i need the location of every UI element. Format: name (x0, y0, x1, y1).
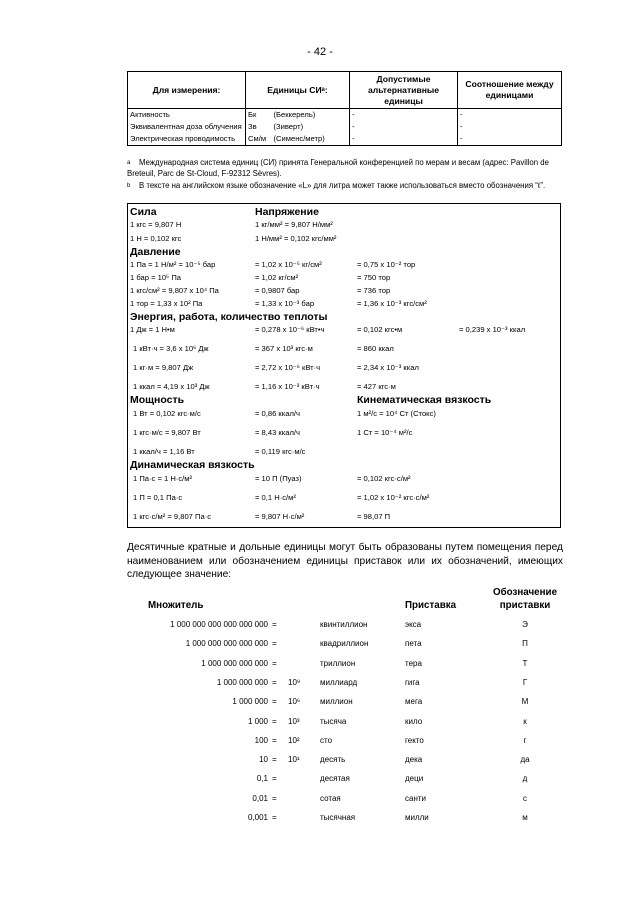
number-word-cell: десятая (320, 774, 350, 783)
equals-cell: = (272, 794, 277, 803)
section-title-power: Мощность (130, 394, 185, 406)
conversion-cell: = 0,102 кгс·с/м² (357, 474, 411, 483)
conversion-cell: 1 Вт = 0,102 кгс·м/с (133, 409, 201, 418)
prefix-symbol-cell: Т (522, 659, 528, 668)
equals-cell: = (272, 774, 277, 783)
conversion-cell: = 2,34 x 10⁻³ ккал (357, 363, 419, 372)
prefix-cell: дека (405, 755, 423, 764)
prefix-cell: гекто (405, 736, 424, 745)
multiplier-cell: 10 (259, 755, 268, 764)
conversion-cell: = 1,16 x 10⁻³ кВт·ч (255, 382, 320, 391)
alt-cell: - (350, 133, 458, 146)
unit-name-cell: (Сименс/метр) (272, 133, 350, 146)
measure-cell: Активность (128, 109, 246, 122)
conversion-cell: = 0,102 кгс•м (357, 325, 403, 334)
footnote-text: Международная система единиц (СИ) принята Генеральной конференцией по мерам и весам (адрес: Pavillon de Breteuil, Parc de St-Cloud, F-92312 Sèvres). (127, 158, 549, 178)
conversion-cell: = 0,86 ккал/ч (255, 409, 300, 418)
prefix-symbol-cell: с (523, 794, 527, 803)
multiplier-cell: 1 000 000 (232, 697, 268, 706)
conversion-cell: 1 кгс = 9,807 Н (130, 220, 182, 229)
conversion-cell: 1 кг/мм² = 9,807 Н/мм² (255, 220, 333, 229)
multiplier-cell: 1 000 000 000 000 000 000 (170, 620, 268, 629)
multiplier-cell: 0,001 (247, 813, 268, 822)
footnote-b (127, 181, 567, 192)
relation-cell: - (458, 121, 562, 133)
conversion-cell: 1 кгс·с/м² = 9,807 Па·с (133, 512, 212, 521)
number-word-cell: сто (320, 736, 333, 745)
conversion-cell: 1 Па·с = 1 Н·с/м² (133, 474, 192, 483)
section-title-dynamic-viscosity: Динамическая вязкость (130, 459, 255, 471)
equals-cell: = (272, 620, 277, 629)
prefix-symbol-cell: да (520, 755, 530, 764)
multiplier-cell: 1 000 000 000 000 (201, 659, 268, 668)
power-cell: 10⁶ (288, 697, 301, 706)
conversion-cell: 1 П = 0,1 Па·с (133, 493, 183, 502)
conversion-cell: = 0,278 x 10⁻⁶ кВт•ч (255, 325, 325, 334)
equals-cell: = (272, 639, 277, 648)
conversion-cell: = 1,02 кг/см² (255, 273, 299, 282)
prefix-cell: экса (405, 620, 422, 629)
prefix-header-multiplier: Множитель (148, 600, 204, 611)
prefix-cell: мега (405, 697, 423, 706)
number-word-cell: квинтиллион (320, 620, 368, 629)
conversion-cell: 1 Дж = 1 Н•м (130, 325, 175, 334)
section-title-energy: Энергия, работа, количество теплоты (130, 311, 328, 323)
power-cell: 10¹ (288, 755, 300, 764)
conversion-cell: 1 Н/мм² = 0,102 кгс/мм² (255, 234, 337, 243)
number-word-cell: тысячная (320, 813, 356, 822)
conversion-cell: 1 ккал = 4,19 x 10³ Дж (133, 382, 210, 391)
conversion-cell: = 1,02 x 10⁻⁵ кг/см² (255, 260, 322, 269)
conversion-cell: 1 кВт·ч = 3,6 x 10⁶ Дж (133, 344, 209, 353)
equals-cell: = (272, 659, 277, 668)
conversion-cell: = 1,02 x 10⁻² кгс·с/м² (357, 493, 430, 502)
number-word-cell: десять (320, 755, 346, 764)
prefix-cell: гига (405, 678, 420, 687)
prefix-header-symbol-line1: Обозначение (492, 587, 558, 598)
prefix-symbol-cell: д (522, 774, 528, 783)
conversion-cell: = 0,119 кгс·м/с (255, 447, 306, 456)
multiplier-cell: 0,1 (256, 774, 268, 783)
conversion-cell: 1 Па = 1 Н/м² = 10⁻⁵ бар (130, 260, 216, 269)
units-header-relation: Соотношение между единицами (458, 72, 562, 109)
units-header-alt: Допустимые альтернативные единицы (350, 72, 458, 109)
prefix-symbol-cell: м (522, 813, 528, 822)
prefix-symbol-cell: г (523, 736, 527, 745)
relation-cell: - (458, 133, 562, 146)
unit-name-cell: (Зиверт) (272, 121, 350, 133)
prefix-cell: милли (405, 813, 429, 822)
prefix-cell: кило (405, 717, 423, 726)
section-title-force: Сила (130, 206, 157, 218)
prefix-symbol-cell: Г (522, 678, 528, 687)
conversion-cell: 1 бар = 10⁵ Па (130, 273, 181, 282)
prefix-symbol-cell: Э (522, 620, 528, 629)
equals-cell: = (272, 697, 277, 706)
prefix-paragraph: Десятичные кратные и дольные единицы могут быть образованы путем помещения перед наименованием или обозначением единицы приставок или их обозначений, имеющих следующее значение: (127, 542, 563, 580)
page-number: - 42 - (307, 46, 333, 58)
conversion-cell: = 2,72 x 10⁻⁶ кВт·ч (255, 363, 321, 372)
power-cell: 10² (288, 736, 300, 745)
conversion-cell: = 367 x 10³ кгс·м (255, 344, 313, 353)
conversion-cell: = 0,1 Н·с/м² (255, 493, 296, 502)
conversion-cell: = 98,07 П (357, 512, 391, 521)
power-cell: 10³ (288, 717, 300, 726)
number-word-cell: тысяча (320, 717, 347, 726)
units-header-measure: Для измерения: (128, 72, 246, 109)
prefix-cell: пета (405, 639, 422, 648)
conversion-cell: = 1,36 x 10⁻³ кгс/см² (357, 299, 427, 308)
measure-cell: Электрическая проводимость (128, 133, 246, 146)
prefix-header-symbol-line2: приставки (499, 600, 551, 611)
footnote-mark: a (127, 160, 131, 166)
number-word-cell: квадриллион (320, 639, 369, 648)
symbol-cell: Бк (246, 109, 272, 122)
conversion-cell: = 427 кгс·м (357, 382, 396, 391)
conversion-cell: 1 Ст = 10⁻⁴ м²/с (357, 428, 413, 437)
relation-cell: - (458, 109, 562, 122)
conversion-cell: 1 кгс/см² = 9,807 x 10⁴ Па (130, 286, 219, 295)
conversion-cell: = 1,33 x 10⁻³ бар (255, 299, 315, 308)
footnote-text: В тексте на английском языке обозначение «L» для литра может также использоваться вместо обозначения “ℓ”. (139, 181, 546, 190)
number-word-cell: триллион (320, 659, 356, 668)
power-cell: 10⁹ (288, 678, 301, 687)
conversion-cell: = 0,239 x 10⁻³ ккал (459, 325, 526, 334)
conversion-cell: = 736 тор (357, 286, 391, 295)
section-title-pressure: Давление (130, 246, 181, 258)
units-header-si: Единицы СИᵃ: (246, 72, 350, 109)
number-word-cell: сотая (320, 794, 341, 803)
conversion-cell: = 9,807 Н·с/м² (255, 512, 305, 521)
multiplier-cell: 1 000 (247, 717, 268, 726)
section-title-stress: Напряжение (255, 206, 319, 218)
multiplier-cell: 1 000 000 000 (216, 678, 268, 687)
conversion-cell: = 8,43 ккал/ч (255, 428, 300, 437)
section-title-kinematic-viscosity: Кинематическая вязкость (357, 394, 492, 406)
multiplier-cell: 0,01 (252, 794, 268, 803)
conversion-cell: 1 м²/с = 10⁴ Ст (Стокс) (357, 409, 436, 418)
unit-name-cell: (Беккерель) (272, 109, 350, 122)
conversion-cell: = 860 ккал (357, 344, 394, 353)
table-row (128, 109, 562, 122)
equals-cell: = (272, 813, 277, 822)
prefix-symbol-cell: М (521, 697, 529, 706)
equals-cell: = (272, 755, 277, 764)
conversion-cell: 1 кгс·м/с = 9,807 Вт (133, 428, 201, 437)
conversion-cell: = 0,75 x 10⁻² тор (357, 260, 416, 269)
prefix-cell: тера (405, 659, 422, 668)
multiplier-cell: 1 000 000 000 000 000 (185, 639, 268, 648)
conversion-cell: 1 Н = 0,102 кгс (130, 234, 182, 243)
symbol-cell: См/м (246, 133, 272, 146)
footnote-a (127, 158, 567, 179)
number-word-cell: миллиард (320, 678, 358, 687)
footnote-mark: b (127, 183, 131, 189)
measure-cell: Эквивалентная доза облучения (128, 121, 246, 133)
prefix-symbol-cell: П (522, 639, 528, 648)
table-row (128, 133, 562, 146)
number-word-cell: миллион (320, 697, 353, 706)
units-table (127, 71, 562, 146)
conversion-cell: = 750 тор (357, 273, 391, 282)
alt-cell: - (350, 121, 458, 133)
alt-cell: - (350, 109, 458, 122)
prefix-symbol-cell: к (523, 717, 527, 726)
symbol-cell: Зв (246, 121, 272, 133)
equals-cell: = (272, 717, 277, 726)
conversion-cell: 1 тор = 1,33 x 10² Па (130, 299, 203, 308)
prefix-header-prefix: Приставка (405, 600, 457, 611)
conversion-cell: = 10 П (Пуаз) (255, 474, 302, 483)
conversion-cell: = 0,9807 бар (255, 286, 300, 295)
prefix-cell: деци (405, 774, 424, 783)
conversion-box (127, 203, 561, 528)
equals-cell: = (272, 678, 277, 687)
conversion-cell: 1 кг·м = 9,807 Дж (133, 363, 194, 372)
multiplier-cell: 100 (254, 736, 268, 745)
equals-cell: = (272, 736, 277, 745)
conversion-cell: 1 ккал/ч = 1,16 Вт (133, 447, 195, 456)
prefix-cell: санти (405, 794, 426, 803)
table-row (128, 121, 562, 133)
